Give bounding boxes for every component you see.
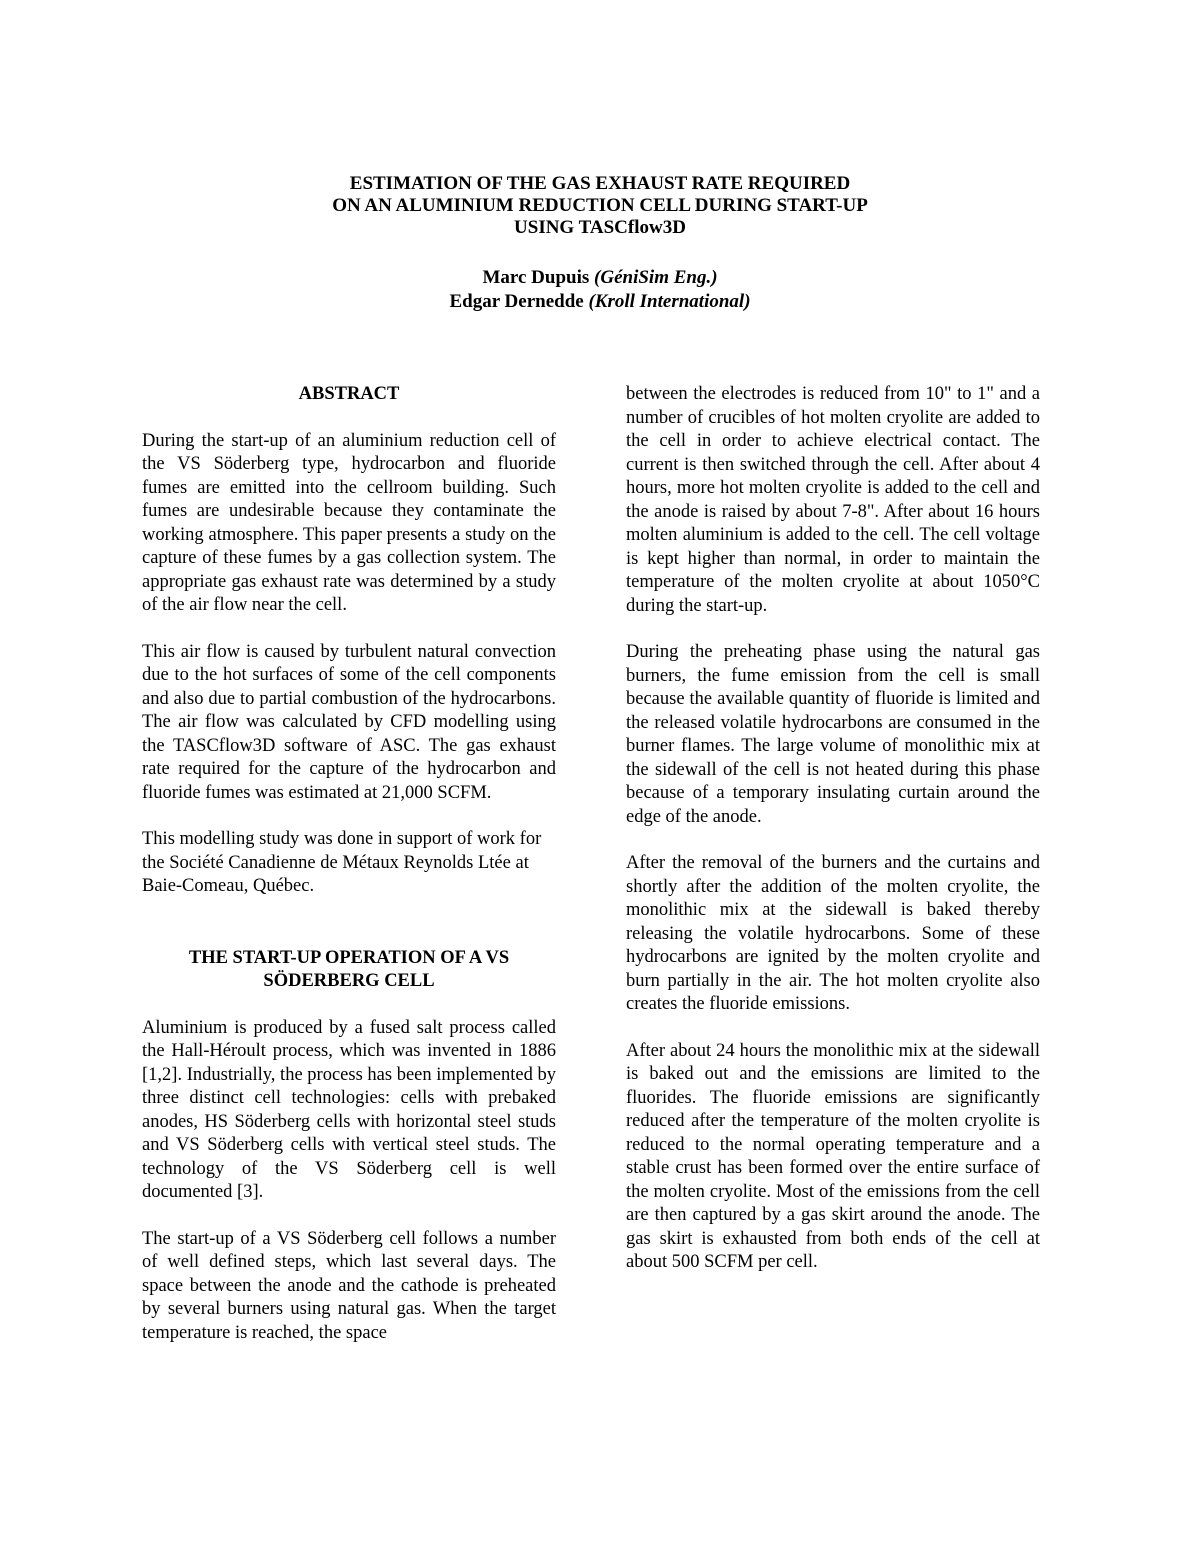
- left-column: [142, 383, 556, 1345]
- section-heading-line: SÖDERBERG CELL: [263, 971, 435, 991]
- abstract-paragraph: This air flow is caused by turbulent natural convection due to the hot surfaces of some of the cell components and also due to partial combustion of the hydrocarbons. The air flow was calculated by CFD modelling using the TASCflow3D software of ASC. The gas exhaust rate required for the capture of the hydrocarbon and fluoride fumes was estimated at 21,000 SCFM.: [142, 641, 556, 803]
- title-line: ON AN ALUMINIUM REDUCTION CELL DURING START-UP: [332, 195, 868, 216]
- author-name: Marc Dupuis: [482, 267, 590, 288]
- body-paragraph: After the removal of the burners and the curtains and shortly after the addition of the molten cryolite, the monolithic mix at the sidewall is baked thereby releasing the volatile hydrocarbons. Some of these hydrocarbons are ignited by the molten cryolite and burn partially in the air. The hot molten cryolite also creates the fluoride emissions.: [626, 853, 1040, 1014]
- title-line: ESTIMATION OF THE GAS EXHAUST RATE REQUIRED: [349, 173, 851, 194]
- section-heading-line: THE START-UP OPERATION OF A VS: [188, 947, 510, 968]
- body-paragraph: During the preheating phase using the natural gas burners, the fume emission from the cell is small because the available quantity of fluoride is limited and the released volatile hydrocarbons are consumed in the burner flames. The large volume of monolithic mix at the sidewall of the cell is not heated during this phase because of a temporary insulating curtain around the edge of the anode.: [626, 642, 1040, 827]
- author-affiliation: (GéniSim Eng.): [594, 267, 718, 288]
- author-name: Edgar Dernedde: [449, 291, 584, 312]
- author-affiliation: (Kroll International): [588, 291, 751, 312]
- author-list: [0, 266, 1200, 314]
- body-paragraph: The start-up of a VS Söderberg cell follows a number of well defined steps, which last several days. The space between the anode and the cathode is preheated by several burners using natural gas. When the target temperature is reached, the space: [142, 1228, 556, 1343]
- body-paragraph: between the electrodes is reduced from 10" to 1" and a number of crucibles of hot molten cryolite are added to the cell in order to achieve electrical contact. The current is then switched through the cell. After about 4 hours, more hot molten cryolite is added to the cell and the anode is raised by about 7-8". After about 16 hours molten aluminium is added to the cell. The cell voltage is kept higher than normal, in order to maintain the temperature of the molten cryolite at about 1050°C during the start-up.: [626, 384, 1040, 616]
- paper-title: [0, 173, 1200, 239]
- section-heading: [142, 947, 556, 994]
- abstract-heading: ABSTRACT: [298, 384, 400, 404]
- abstract-paragraph: This modelling study was done in support of work for the Société Canadienne de Métaux Reynolds Ltée at Baie-Comeau, Québec.: [142, 829, 542, 896]
- author-line: [0, 290, 1200, 314]
- title-line: USING TASCflow3D: [514, 217, 686, 238]
- body-paragraph: After about 24 hours the monolithic mix at the sidewall is baked out and the emissions are limited to the fluorides. The fluoride emissions are significantly reduced after the temperature of the molten cryolite is reduced to the normal operating temperature and a stable crust has been formed over the entire surface of the molten cryolite. Most of the emissions from the cell are then captured by a gas skirt around the anode. The gas skirt is exhausted from both ends of the cell at about 500 SCFM per cell.: [626, 1040, 1040, 1272]
- body-paragraph: Aluminium is produced by a fused salt process called the Hall-Héroult process, which was invented in 1886 [1,2]. Industrially, the process has been implemented by three distinct cell technologies: cells with prebaked anodes, HS Söderberg cells with horizontal steel studs and VS Söderberg cells with vertical steel studs. The technology of the VS Söderberg cell is well documented [3].: [142, 1017, 556, 1202]
- abstract-paragraph: During the start-up of an aluminium reduction cell of the VS Söderberg type, hydrocarbon and fluoride fumes are emitted into the cellroom building. Such fumes are undesirable because they contaminate the working atmosphere. This paper presents a study on the capture of these fumes by a gas collection system. The appropriate gas exhaust rate was determined by a study of the air flow near the cell.: [142, 430, 556, 615]
- right-column: [626, 383, 1040, 1275]
- author-line: [0, 266, 1200, 290]
